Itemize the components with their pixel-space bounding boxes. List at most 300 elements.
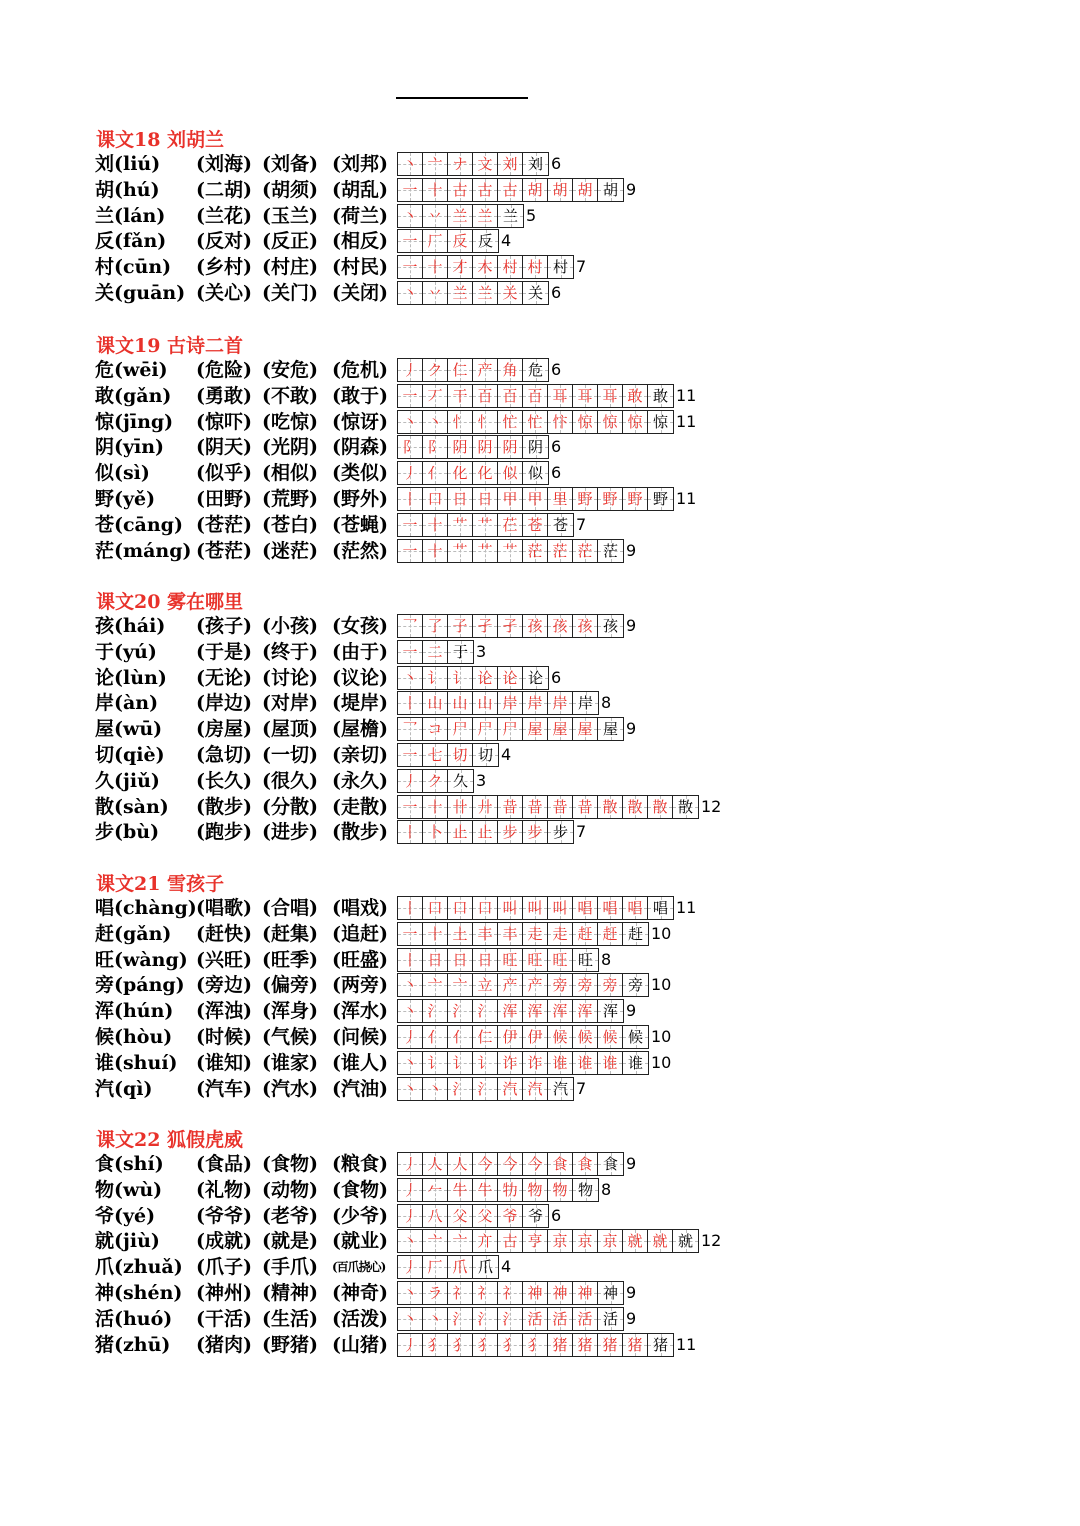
stroke-glyph: 浑 (502, 1002, 518, 1020)
stroke-glyph: 氵 (477, 1310, 493, 1328)
example-word: (唱戏) (332, 897, 388, 919)
character-row (0, 383, 1080, 409)
stroke-count: 11 (676, 386, 697, 405)
stroke-cell (473, 179, 498, 201)
example-word: (反对) (196, 230, 252, 252)
stroke-cell (648, 385, 673, 407)
example-word: (刘备) (262, 153, 318, 175)
stroke-glyph: 阴 (477, 438, 493, 456)
stroke-glyph: 十 (427, 798, 443, 816)
stroke-glyph: 八 (427, 1207, 443, 1225)
stroke-glyph: 活 (602, 1310, 618, 1328)
stroke-glyph: 口 (427, 490, 443, 508)
stroke-cell (423, 1078, 448, 1100)
stroke-order-grid (397, 1229, 699, 1253)
example-word: (浑水) (332, 1000, 388, 1022)
stroke-cell (473, 256, 498, 278)
stroke-order-grid (397, 1307, 624, 1331)
stroke-cell (523, 821, 548, 843)
stroke-order-grid (397, 795, 699, 819)
character-pinyin: 兰(lán) (95, 205, 166, 227)
stroke-glyph: 论 (502, 669, 518, 687)
stroke-cell (548, 949, 573, 971)
stroke-cell (498, 1205, 523, 1227)
stroke-cell (473, 1052, 498, 1074)
stroke-glyph: 产 (527, 976, 543, 994)
stroke-cell (598, 796, 623, 818)
stroke-glyph: 反 (452, 232, 468, 250)
example-word: (老爷) (262, 1205, 318, 1227)
stroke-glyph: 十 (427, 542, 443, 560)
stroke-cell (423, 540, 448, 562)
stroke-glyph: 卜 (427, 823, 443, 841)
stroke-cell (398, 667, 423, 689)
example-word: (勇敢) (196, 385, 252, 407)
example-word: (议论) (332, 667, 388, 689)
stroke-order-grid (397, 513, 574, 537)
example-word: (不敢) (262, 385, 318, 407)
stroke-order-grid (397, 743, 499, 767)
stroke-glyph: 十 (427, 925, 443, 943)
stroke-cell (423, 796, 448, 818)
stroke-cell (423, 1308, 448, 1330)
example-word: (野猪) (262, 1334, 318, 1356)
stroke-cell (548, 1230, 573, 1252)
stroke-cell (398, 359, 423, 381)
example-word: (兴旺) (196, 949, 252, 971)
stroke-glyph: 物 (527, 1181, 543, 1199)
stroke-cell (573, 1026, 598, 1048)
stroke-order-grid (397, 820, 574, 844)
character-pinyin: 苍(cāng) (95, 514, 183, 536)
stroke-glyph: 阴 (527, 438, 543, 456)
character-pinyin: 汽(qì) (95, 1078, 153, 1100)
stroke-order-grid (397, 640, 474, 664)
stroke-cell (448, 821, 473, 843)
example-word: (乡村) (196, 256, 252, 278)
example-word: (食物) (262, 1153, 318, 1175)
stroke-glyph: 亻 (427, 1028, 443, 1046)
example-word: (荒野) (262, 488, 318, 510)
stroke-cell (598, 1334, 623, 1356)
stroke-count: 9 (626, 1283, 637, 1302)
stroke-glyph: 讠 (477, 1054, 493, 1072)
stroke-cell (498, 1179, 523, 1201)
stroke-cell (423, 949, 448, 971)
stroke-cell (448, 692, 473, 714)
stroke-cell (498, 514, 523, 536)
example-word: (阴天) (196, 436, 252, 458)
example-word: (山猪) (332, 1334, 388, 1356)
stroke-cell (398, 436, 423, 458)
stroke-count: 8 (601, 1180, 612, 1199)
stroke-cell (523, 411, 548, 433)
stroke-cell (398, 1078, 423, 1100)
example-word: (玉兰) (262, 205, 318, 227)
character-row (0, 768, 1080, 794)
character-pinyin: 屋(wū) (95, 718, 163, 740)
stroke-order-grid (397, 178, 624, 202)
stroke-glyph: 丶 (427, 1310, 443, 1328)
stroke-glyph: 胡 (602, 181, 618, 199)
stroke-count: 10 (651, 975, 672, 994)
stroke-count: 6 (551, 154, 562, 173)
stroke-glyph: 今 (502, 1155, 518, 1173)
character-row (0, 177, 1080, 203)
example-word: (赶快) (196, 923, 252, 945)
stroke-glyph: 浑 (577, 1002, 593, 1020)
stroke-cell (523, 1078, 548, 1100)
stroke-cell (623, 974, 648, 996)
example-word: (屋檐) (332, 718, 388, 740)
stroke-cell (648, 411, 673, 433)
stroke-count: 9 (626, 1001, 637, 1020)
example-word: (旁边) (196, 974, 252, 996)
stroke-cell (598, 411, 623, 433)
example-word: (危险) (196, 359, 252, 381)
stroke-cell (448, 205, 473, 227)
stroke-cell (598, 718, 623, 740)
stroke-cell (473, 1000, 498, 1022)
stroke-glyph: 旁 (627, 976, 643, 994)
stroke-glyph: 似 (527, 464, 543, 482)
stroke-count: 6 (551, 1206, 562, 1225)
stroke-cell (523, 540, 548, 562)
stroke-cell (423, 770, 448, 792)
stroke-glyph: 野 (577, 490, 593, 508)
stroke-glyph: 汽 (527, 1080, 543, 1098)
stroke-glyph: 村 (502, 258, 518, 276)
stroke-cell (573, 540, 598, 562)
stroke-order-grid (397, 152, 549, 176)
stroke-glyph: 危 (527, 361, 543, 379)
example-word: (苍茫) (196, 540, 252, 562)
stroke-cell (398, 1334, 423, 1356)
example-word: (类似) (332, 462, 388, 484)
example-word: (就是) (262, 1230, 318, 1252)
stroke-cell (598, 540, 623, 562)
stroke-cell (448, 641, 473, 663)
stroke-order-grid (397, 717, 624, 741)
stroke-glyph: 芢 (502, 516, 518, 534)
stroke-cell (498, 462, 523, 484)
stroke-cell (398, 179, 423, 201)
stroke-glyph: 犭 (502, 1336, 518, 1354)
stroke-cell (473, 897, 498, 919)
stroke-cell (523, 1026, 548, 1048)
stroke-glyph: 胡 (527, 181, 543, 199)
stroke-count: 11 (676, 489, 697, 508)
stroke-glyph: 旁 (552, 976, 568, 994)
stroke-cell (573, 1052, 598, 1074)
character-row (0, 151, 1080, 177)
character-row (0, 1203, 1080, 1229)
stroke-glyph: 惊 (577, 413, 593, 431)
stroke-cell (473, 1308, 498, 1330)
character-pinyin: 野(yě) (95, 488, 156, 510)
stroke-cell (523, 1282, 548, 1304)
stroke-cell (398, 770, 423, 792)
stroke-cell (498, 179, 523, 201)
example-word: (爪子) (196, 1256, 252, 1278)
stroke-count: 8 (601, 950, 612, 969)
stroke-cell (398, 1179, 423, 1201)
stroke-glyph: 茫 (602, 542, 618, 560)
stroke-count: 4 (501, 1257, 512, 1276)
stroke-glyph: 刘 (502, 155, 518, 173)
stroke-cell (548, 514, 573, 536)
stroke-glyph: 丿 (402, 361, 418, 379)
stroke-count: 9 (626, 541, 637, 560)
stroke-glyph: 丿 (402, 1258, 418, 1276)
stroke-glyph: 村 (552, 258, 568, 276)
example-word: (苍白) (262, 514, 318, 536)
stroke-cell (623, 1230, 648, 1252)
character-pinyin: 村(cūn) (95, 256, 172, 278)
example-word: (手爪) (262, 1256, 318, 1278)
stroke-glyph: 论 (477, 669, 493, 687)
stroke-cell (448, 1078, 473, 1100)
stroke-order-grid (397, 204, 524, 228)
character-pinyin: 旁(páng) (95, 974, 185, 996)
character-pinyin: 爪(zhuǎ) (95, 1256, 183, 1278)
example-word: (小孩) (262, 615, 318, 637)
stroke-glyph: 食 (577, 1155, 593, 1173)
stroke-cell (548, 256, 573, 278)
character-row (0, 690, 1080, 716)
character-pinyin: 孩(hái) (95, 615, 166, 637)
stroke-glyph: 赶 (577, 925, 593, 943)
stroke-cell (548, 796, 573, 818)
stroke-cell (473, 821, 498, 843)
stroke-cell (398, 744, 423, 766)
character-row (0, 460, 1080, 486)
example-word: (相反) (332, 230, 388, 252)
character-pinyin: 旺(wàng) (95, 949, 188, 971)
stroke-cell (423, 974, 448, 996)
stroke-glyph: 散 (677, 798, 693, 816)
stroke-cell (573, 923, 598, 945)
character-row (0, 1332, 1080, 1358)
stroke-cell (523, 436, 548, 458)
stroke-glyph: 猪 (652, 1336, 668, 1354)
stroke-cell (473, 1179, 498, 1201)
stroke-cell (423, 411, 448, 433)
stroke-order-grid (397, 769, 474, 793)
stroke-glyph: 廾 (477, 798, 493, 816)
stroke-cell (523, 462, 548, 484)
stroke-glyph: 亠 (452, 1232, 468, 1250)
stroke-glyph: 胡 (552, 181, 568, 199)
stroke-glyph: 丶 (402, 1232, 418, 1250)
stroke-glyph: 氵 (502, 1310, 518, 1328)
stroke-cell (473, 974, 498, 996)
example-word: (进步) (262, 821, 318, 843)
stroke-count: 12 (701, 1231, 722, 1250)
stroke-order-grid (397, 410, 674, 434)
stroke-glyph: 𠂉 (427, 1181, 443, 1199)
stroke-cell (598, 1052, 623, 1074)
stroke-cell (498, 282, 523, 304)
stroke-cell (423, 667, 448, 689)
stroke-cell (523, 615, 548, 637)
stroke-glyph: 关 (502, 284, 518, 302)
stroke-order-grid (397, 1333, 674, 1357)
stroke-glyph: 孩 (527, 617, 543, 635)
stroke-glyph: 久 (452, 772, 468, 790)
stroke-glyph: 爷 (527, 1207, 543, 1225)
stroke-cell (548, 1179, 573, 1201)
lesson-title: 课文21 雪孩子 (96, 873, 225, 895)
stroke-cell (598, 1308, 623, 1330)
stroke-glyph: 叫 (527, 899, 543, 917)
stroke-glyph: 日 (452, 490, 468, 508)
stroke-cell (398, 1230, 423, 1252)
stroke-glyph: 旺 (552, 951, 568, 969)
stroke-cell (423, 1179, 448, 1201)
stroke-glyph: 亠 (427, 155, 443, 173)
stroke-glyph: 土 (452, 925, 468, 943)
stroke-cell (473, 411, 498, 433)
stroke-cell (473, 385, 498, 407)
stroke-glyph: 叫 (552, 899, 568, 917)
stroke-cell (573, 796, 598, 818)
stroke-cell (573, 897, 598, 919)
stroke-glyph: 木 (477, 258, 493, 276)
character-row (0, 972, 1080, 998)
example-word: (永久) (332, 770, 388, 792)
stroke-count: 10 (651, 1053, 672, 1072)
stroke-glyph: 仁 (452, 361, 468, 379)
stroke-cell (423, 282, 448, 304)
example-word: (讨论) (262, 667, 318, 689)
stroke-glyph: 礻 (452, 1284, 468, 1302)
stroke-glyph: 丿 (402, 1207, 418, 1225)
stroke-cell (423, 1000, 448, 1022)
stroke-glyph: 口 (452, 899, 468, 917)
stroke-cell (573, 1179, 598, 1201)
stroke-glyph: 化 (452, 464, 468, 482)
example-word: (汽水) (262, 1078, 318, 1100)
stroke-cell (598, 385, 623, 407)
stroke-cell (398, 821, 423, 843)
character-pinyin: 唱(chàng) (95, 897, 197, 919)
character-row (0, 486, 1080, 512)
stroke-glyph: 唱 (602, 899, 618, 917)
stroke-glyph: 亻 (452, 1028, 468, 1046)
stroke-glyph: 丰 (502, 925, 518, 943)
stroke-glyph: 犭 (477, 1336, 493, 1354)
stroke-count: 7 (576, 257, 587, 276)
stroke-glyph: 山 (427, 694, 443, 712)
stroke-cell (548, 1078, 573, 1100)
stroke-cell (498, 205, 523, 227)
stroke-cell (448, 153, 473, 175)
stroke-glyph: 惊 (602, 413, 618, 431)
stroke-glyph: 反 (477, 232, 493, 250)
stroke-glyph: 旺 (502, 951, 518, 969)
stroke-glyph: 忄 (452, 413, 468, 431)
example-word: (吃惊) (262, 411, 318, 433)
stroke-glyph: 百 (502, 387, 518, 405)
stroke-glyph: 立 (477, 976, 493, 994)
example-word: (惊讶) (332, 411, 388, 433)
stroke-glyph: 子 (452, 617, 468, 635)
stroke-cell (523, 1205, 548, 1227)
stroke-glyph: 丰 (477, 925, 493, 943)
stroke-glyph: 汽 (502, 1080, 518, 1098)
stroke-glyph: 耳 (552, 387, 568, 405)
stroke-glyph: 惊 (652, 413, 668, 431)
stroke-cell (448, 488, 473, 510)
stroke-cell (573, 488, 598, 510)
stroke-count: 9 (626, 180, 637, 199)
stroke-cell (448, 514, 473, 536)
stroke-glyph: コ (427, 720, 443, 738)
stroke-glyph: 丶 (402, 1284, 418, 1302)
stroke-cell (473, 153, 498, 175)
character-pinyin: 神(shén) (95, 1282, 183, 1304)
stroke-cell (523, 514, 548, 536)
stroke-cell (398, 230, 423, 252)
stroke-glyph: ク (427, 772, 443, 790)
stroke-glyph: 讠 (452, 1054, 468, 1072)
stroke-cell (398, 974, 423, 996)
example-word: (一切) (262, 744, 318, 766)
stroke-glyph: 诈 (527, 1054, 543, 1072)
example-word: (女孩) (332, 615, 388, 637)
stroke-cell (523, 1052, 548, 1074)
stroke-glyph: 牞 (502, 1181, 518, 1199)
stroke-glyph: 候 (577, 1028, 593, 1046)
character-row (0, 512, 1080, 538)
stroke-cell (398, 692, 423, 714)
stroke-glyph: 干 (452, 387, 468, 405)
stroke-glyph: 谁 (602, 1054, 618, 1072)
stroke-cell (598, 923, 623, 945)
stroke-glyph: 丶 (402, 669, 418, 687)
stroke-glyph: ラ (427, 1284, 443, 1302)
lesson-title: 课文22 狐假虎威 (96, 1129, 244, 1151)
stroke-glyph: 亣 (477, 1232, 493, 1250)
stroke-count: 10 (651, 1027, 672, 1046)
stroke-glyph: 谁 (552, 1054, 568, 1072)
example-word: (堤岸) (332, 692, 388, 714)
stroke-order-grid (397, 461, 549, 485)
stroke-cell (448, 744, 473, 766)
example-word: (礼物) (196, 1179, 252, 1201)
stroke-glyph: 亨 (527, 1232, 543, 1250)
stroke-cell (398, 1256, 423, 1278)
stroke-order-grid (397, 1281, 624, 1305)
stroke-glyph: 化 (477, 464, 493, 482)
example-word: (反正) (262, 230, 318, 252)
stroke-cell (448, 230, 473, 252)
stroke-glyph: 昔 (577, 798, 593, 816)
stroke-cell (398, 897, 423, 919)
stroke-glyph: 氵 (452, 1310, 468, 1328)
stroke-count: 4 (501, 745, 512, 764)
stroke-glyph: 丿 (402, 1181, 418, 1199)
example-word: (惊吓) (196, 411, 252, 433)
stroke-glyph: 讠 (427, 669, 443, 687)
stroke-glyph: 一 (402, 643, 418, 661)
stroke-glyph: 卄 (452, 798, 468, 816)
stroke-count: 6 (551, 437, 562, 456)
stroke-cell (573, 615, 598, 637)
stroke-cell (473, 1205, 498, 1227)
example-word: (终于) (262, 641, 318, 663)
